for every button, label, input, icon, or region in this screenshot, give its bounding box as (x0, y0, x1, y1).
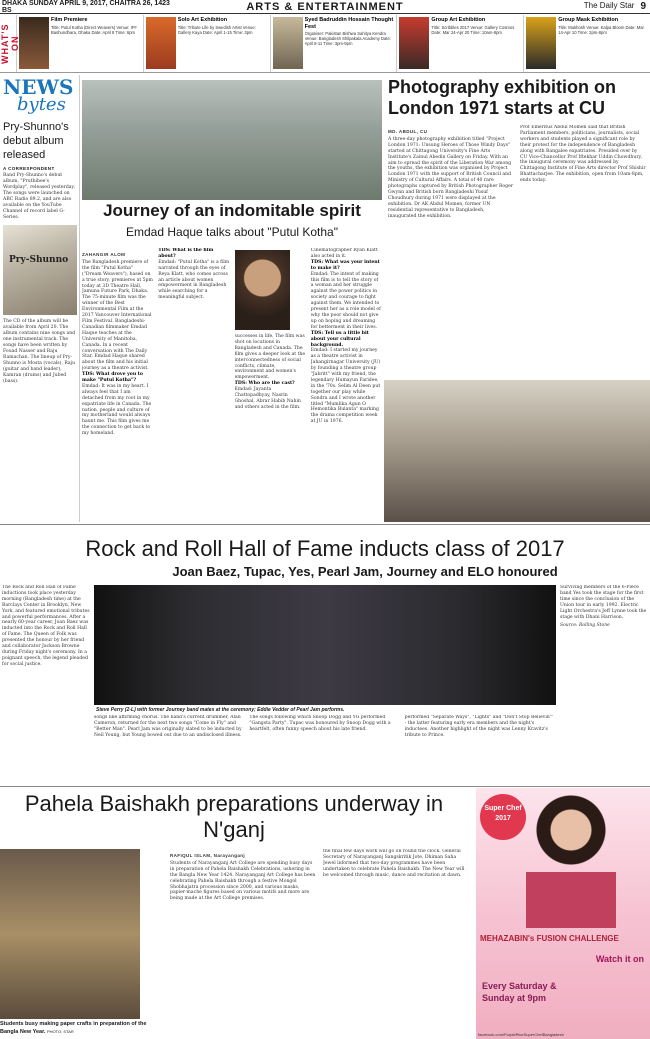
masthead (0, 0, 650, 14)
news-bytes-logo-top: NEWS (3, 75, 74, 99)
journey-question: TDS: What was your intent to make it? (310, 259, 380, 271)
event-card[interactable] (270, 15, 397, 72)
brief-headline: Pry-Shunno's debut album released (3, 121, 69, 161)
rock-hall-story (0, 524, 650, 784)
exhibition-story (384, 75, 650, 522)
baishakh-photo (0, 849, 140, 1019)
event-title: Group Mask Exhibition (558, 17, 619, 23)
journey-paragraph: The Bangladesh premiere of the film "Putul Kotha" ("Dream Weavers"), based on a true story, premieres at 5pm today at 3D Theatre Hall, Jamuna Future Park, Dhaka. The 75-minute film was the winner of the Best Environmental Film at the 2017 Vancouver International Film Festival. Bangladeshi-Canadian filmmaker Emdad Haque teaches at the University of Manitoba, Canada. In a recent conversation with The Daily Star, Emdad Haque shared about the film and his initial journey as a theatre activist. (82, 259, 153, 372)
news-bytes-column (0, 75, 80, 522)
journey-paragraph: successes in life. The film was shot on locations in Bangladesh and Canada. The film gives a deeper look at the interconnectedness of social conflicts, climate, environment and women's empowerment. (234, 334, 306, 381)
baishakh-paragraph: Students of Narayanganj Art College are spending busy days in preparation of Pahela Baishakh Celebrations, ushering in the Bangla New Year 1424. Narayanganj Art College has been celebrating Pahela Baishakh through a festive Mongol Shobhajatra procession since 2000, and various masks, papier-mache figures based on various motifs and more are being made at the Art College premises. (170, 860, 316, 902)
brief-intro: Band Pry-Shunno's debut album, "Pruthibee's Wordplay", released yesterday. The songs were launched on ABC Radio 89.2, and are also available on the YouTube Channel of record label G-Series. (3, 173, 75, 220)
emdad-haque-portrait (235, 250, 290, 330)
rock-col-5 (560, 585, 648, 783)
journey-subhead: Emdad Haque talks about "Putul Kotha" (126, 225, 338, 239)
album-cover-image (3, 225, 77, 315)
journey-col-2 (158, 248, 229, 518)
rock-paragraph: Surviving members of the 6-Piece band Yes took the stage for the first time since the conclusion of the Union tour in early 1992. Electric Light Orchestra's Jeff Lynne took the stage with Dhani Harrison. (560, 585, 647, 620)
advert-schedule (482, 980, 557, 1004)
exhibition-paragraph: Prof Emeritus Abdul Momen said that British Parliament members, politicians, journalists, social workers and students played a significant role by their protest for the independence of Bangladesh along with Bangalee expatriates. Presided over by CU Vice-Chancellor Prof Iftekhar Uddin Chowdhury, the inaugural ceremony was addressed by Chittagong Institute of Fine Arts director Prof Shishir Bhattacharjee. The exhibition, open from 10am-8pm, ends today. (520, 125, 646, 184)
journey-answer: Emdad: "Putul Kotha" is a film narrated through the eyes of Reya Klatt, who comes across an article about women empowerment in Bangladesh while searching for a meaningful subject. (158, 259, 230, 301)
news-bytes-logo (3, 75, 76, 115)
event-title: Group Art Exhibition (431, 17, 486, 23)
journey-answer: Emdad: I started my journey as a theatre activist in Jahangirnagar University (JU) by founding a theatre group "Jabritt" with my friend, the legendary Humayun Faridee, in the '70s. Selim Al Deen put together our play while Sondra and I wrote another titled "Mumlika Agun O Hemontika Bulanta" marking the drama competition week at JU in 1976. (310, 348, 381, 425)
event-card[interactable] (396, 15, 523, 72)
event-detail: Title: Tribute Life by Swedish Artist Venue: Gallery Kaya Date: April 1-15 Time: 3pm (177, 24, 256, 35)
rock-col-2: songs like affirming chorus. The band's current drummer, Alan Cameron, returned for the next two songs "Come in Fly" and "Better Man". Pearl Jam was originally slated to be inducted by Neil Young, but Young bowed out due to an undisclosed illness. (94, 715, 242, 738)
baishakh-photo-credit: PHOTO: STAR (46, 1029, 74, 1034)
event-detail: Title: Putul Kotha (Direct Weavers) Venue: IFF Bashundhara, Dhaka Date: April 8 Time: 6pm (51, 24, 137, 35)
baishakh-body (170, 849, 470, 1037)
event-title: Film Premiere (51, 17, 88, 23)
advert-facebook-link[interactable]: facebook.com/PurpleRiceSuperChefBangladesh (478, 1032, 564, 1037)
journey-col-3 (235, 248, 306, 518)
journey-byline: ZAHANGIR ALOM (82, 252, 126, 257)
super-chef-logo: Super Chef 2017 (480, 794, 526, 840)
baishakh-col-1 (170, 849, 317, 1037)
exhibition-byline: MD. ABDUL, CU (388, 129, 428, 134)
rock-middle (94, 585, 556, 783)
journey-question: TDS: Who are the cast? (234, 381, 295, 387)
journey-story (82, 200, 382, 522)
news-bytes-logo-bottom: bytes (17, 94, 66, 115)
whats-on-label: WHAT'S ON (0, 15, 16, 72)
event-title: Solo Art Exhibition (177, 17, 228, 23)
exhibition-photo (384, 380, 650, 522)
brief-byline: A CORRESPONDENT (3, 166, 55, 171)
journey-col-4 (311, 248, 382, 518)
rock-col-4: performed "Separate Ways", "Lights" and "Don't Stop Believin'" - the latter featuring early era members and the night's inductees. Another highlight of the night was Lenny Kravitz's tribute to Prince. (404, 715, 554, 738)
baishakh-headline: Pahela Baishakh preparations underway in N'ganj (24, 791, 444, 842)
journey-photo (82, 80, 382, 200)
journey-col-1 (82, 248, 153, 518)
brief-body: The CD of the album will be available from April 20. The album contains nine songs and one instrumental track. The songs have been written by Fouad Nasser and Raju Ramachan. The lineup of Pry-Shunno is Mosta (vocals), Raju (guitar and band leader), Kamran (drums) and Jubed (bass). (3, 319, 76, 384)
event-detail: Organiser: Pakistan Bishwa Sahitya Kendra Venue: Bangladesh Shilpakala Academy Date: April 8-11 Time: 3pm-9pm (304, 31, 391, 46)
baishakh-caption (0, 1021, 160, 1036)
journey-question: TDS: Tell us a little bit about your cultural background. (310, 330, 369, 348)
masthead-right (470, 1, 650, 12)
rock-col-1: The Rock and Roll Hall of Fame inductions took place yesterday morning (Bangladesh time) at the Barclays Center in Brooklyn, New York, and featured emotional tributes and powerful performances. After a nearly 60-year career, Joan Baez was inducted into the Rock and Roll Hall of Fame. The Queen of Folk was presented the honour by her friend and collaborator Jackson Browne during Friday night's ceremony. In a poignant speech, the legend pleaded for social justice. (2, 585, 90, 667)
event-card[interactable] (523, 15, 650, 72)
journey-paragraph: Cinematographer Ryan Klatt also acted in it. (310, 248, 378, 259)
advert-schedule-line-1: Every Saturday & (482, 981, 557, 991)
event-thumbnail (19, 17, 49, 69)
rock-body (0, 585, 650, 783)
whats-on-bar (0, 15, 650, 73)
advert-watch-label: Watch it on (595, 954, 644, 964)
rock-headline: Rock and Roll Hall of Fame inducts class of 2017 (85, 536, 565, 561)
journey-question: TDS: What drove you to make "Putul Kotha"? (82, 372, 143, 384)
journey-answer: Emdad: The intent of making this film is to tell the story of a woman and her struggle against the power politics in society and courage to fight against them. We intended to present her as a role model of why the poor should not give up on hoping and dreaming for betterment in their lives. (310, 271, 381, 330)
journey-body (82, 248, 382, 518)
event-card[interactable] (143, 15, 270, 72)
event-title: Syed Badruddin Hossain Thought Fest (304, 17, 394, 30)
baishakh-byline: RAFIQUL ISLAM, Narayanganj (170, 853, 246, 858)
page-number: 9 (640, 1, 646, 12)
section-title: ARTS & ENTERTAINMENT (246, 0, 404, 13)
rock-subhead: Joan Baez, Tupac, Yes, Pearl Jam, Journey and ELO honoured (172, 564, 558, 579)
baishakh-caption-text: Students busy making paper crafts in preparation of the Bangla New Year. (0, 1021, 147, 1035)
exhibition-col-2 (520, 125, 646, 287)
advert-brand-line: MEHAZABIN's FUSION CHALLENGE (480, 934, 619, 943)
exhibition-headline: Photography exhibition on London 1971 starts at CU (388, 77, 616, 118)
baishakh-col-2: the final few days work will go on round the clock. General Secretary of Narayanganj Sangskritik Jote, Dhiman Saha Jewel informed that two-day programmes have been undertaken to celebrate Pahela Baishakh. The New Year will be welcomed through music, dance and recitation at dawn. (323, 849, 465, 878)
advert-schedule-line-2: Sunday at 9pm (482, 993, 547, 1003)
rock-middle-columns (94, 715, 556, 783)
paper-name: The Daily Star (583, 1, 635, 10)
journey-question: TDS: What is the film about? (158, 248, 214, 259)
journey-answer: Emdad: Jayanta Chattopadhyay, Nasrin Ghoshal, Abrar Habib Nahin and others acted in the film. (234, 387, 301, 410)
exhibition-body (384, 121, 650, 291)
rock-col-3: The songs following which Snoop Dogg and YG performed "Gangsta Party". Tupac was honoured by Snoop Dogg with a heartfelt, often funny speech about his late friend. (249, 715, 391, 732)
event-thumbnail (526, 17, 556, 69)
advert-host-image (526, 788, 616, 928)
masthead-date: DHAKA SUNDAY APRIL 9, 2017, CHAITRA 26, 1423 BS (2, 0, 170, 14)
journey-headline: Journey of an indomitable spirit (103, 201, 361, 220)
event-thumbnail (273, 17, 303, 69)
event-thumbnail (146, 17, 176, 69)
rock-photo-caption: Steve Perry (2-L) with former Journey band mates at the ceremony; Eddie Vedder of Pearl Jam performs. (96, 707, 345, 713)
event-detail: Title: Mukhosh Venue: Kalpa Bloom Date: Mar 14-Apr 10 Time: 2pm-8pm (558, 24, 644, 35)
rock-source: Source: Rolling Stone (560, 623, 610, 629)
event-detail: Title: Scribbles 2017 Venue: Gallery Cosmos Date: Mar 24-Apr 20 Time: 10am-8pm (431, 24, 515, 35)
rock-hall-photo (94, 585, 556, 705)
journey-answer: Emdad: It was in my heart. I always feel that I am detached from my root in my expatriate life in Canada. The nation, people and culture of my motherland would always haunt me. This film gives me the connection to get back to my homeland. (82, 383, 152, 437)
event-thumbnail (399, 17, 429, 69)
exhibition-col-1 (388, 125, 514, 287)
super-chef-advert[interactable] (476, 788, 650, 1039)
exhibition-paragraph: A three-day photography exhibition titled "Project London 1971: Unsung Heroes of Those Windy Days" started at Chittagong University's Fine Arts Institute's Zainul Abedin Gallery on Friday. With an aim to spread the spirit of the Liberation War among the youths, the exhibition was organised by Project London 1971 with the support of British Council and Ministry of Cultural Affairs. A total of 40 rare photographs captured by British Photographer Roger Gwynn and British born Bangladeshi Yusuf Choudhury during 1971 were displayed at the exhibition. Dr AK Abdul Momen, former UN residential representative to Bangladesh, inaugurated the exhibition. (388, 136, 514, 219)
album-cover-title: Pry-Shunno (9, 255, 69, 265)
event-card[interactable] (16, 15, 143, 72)
